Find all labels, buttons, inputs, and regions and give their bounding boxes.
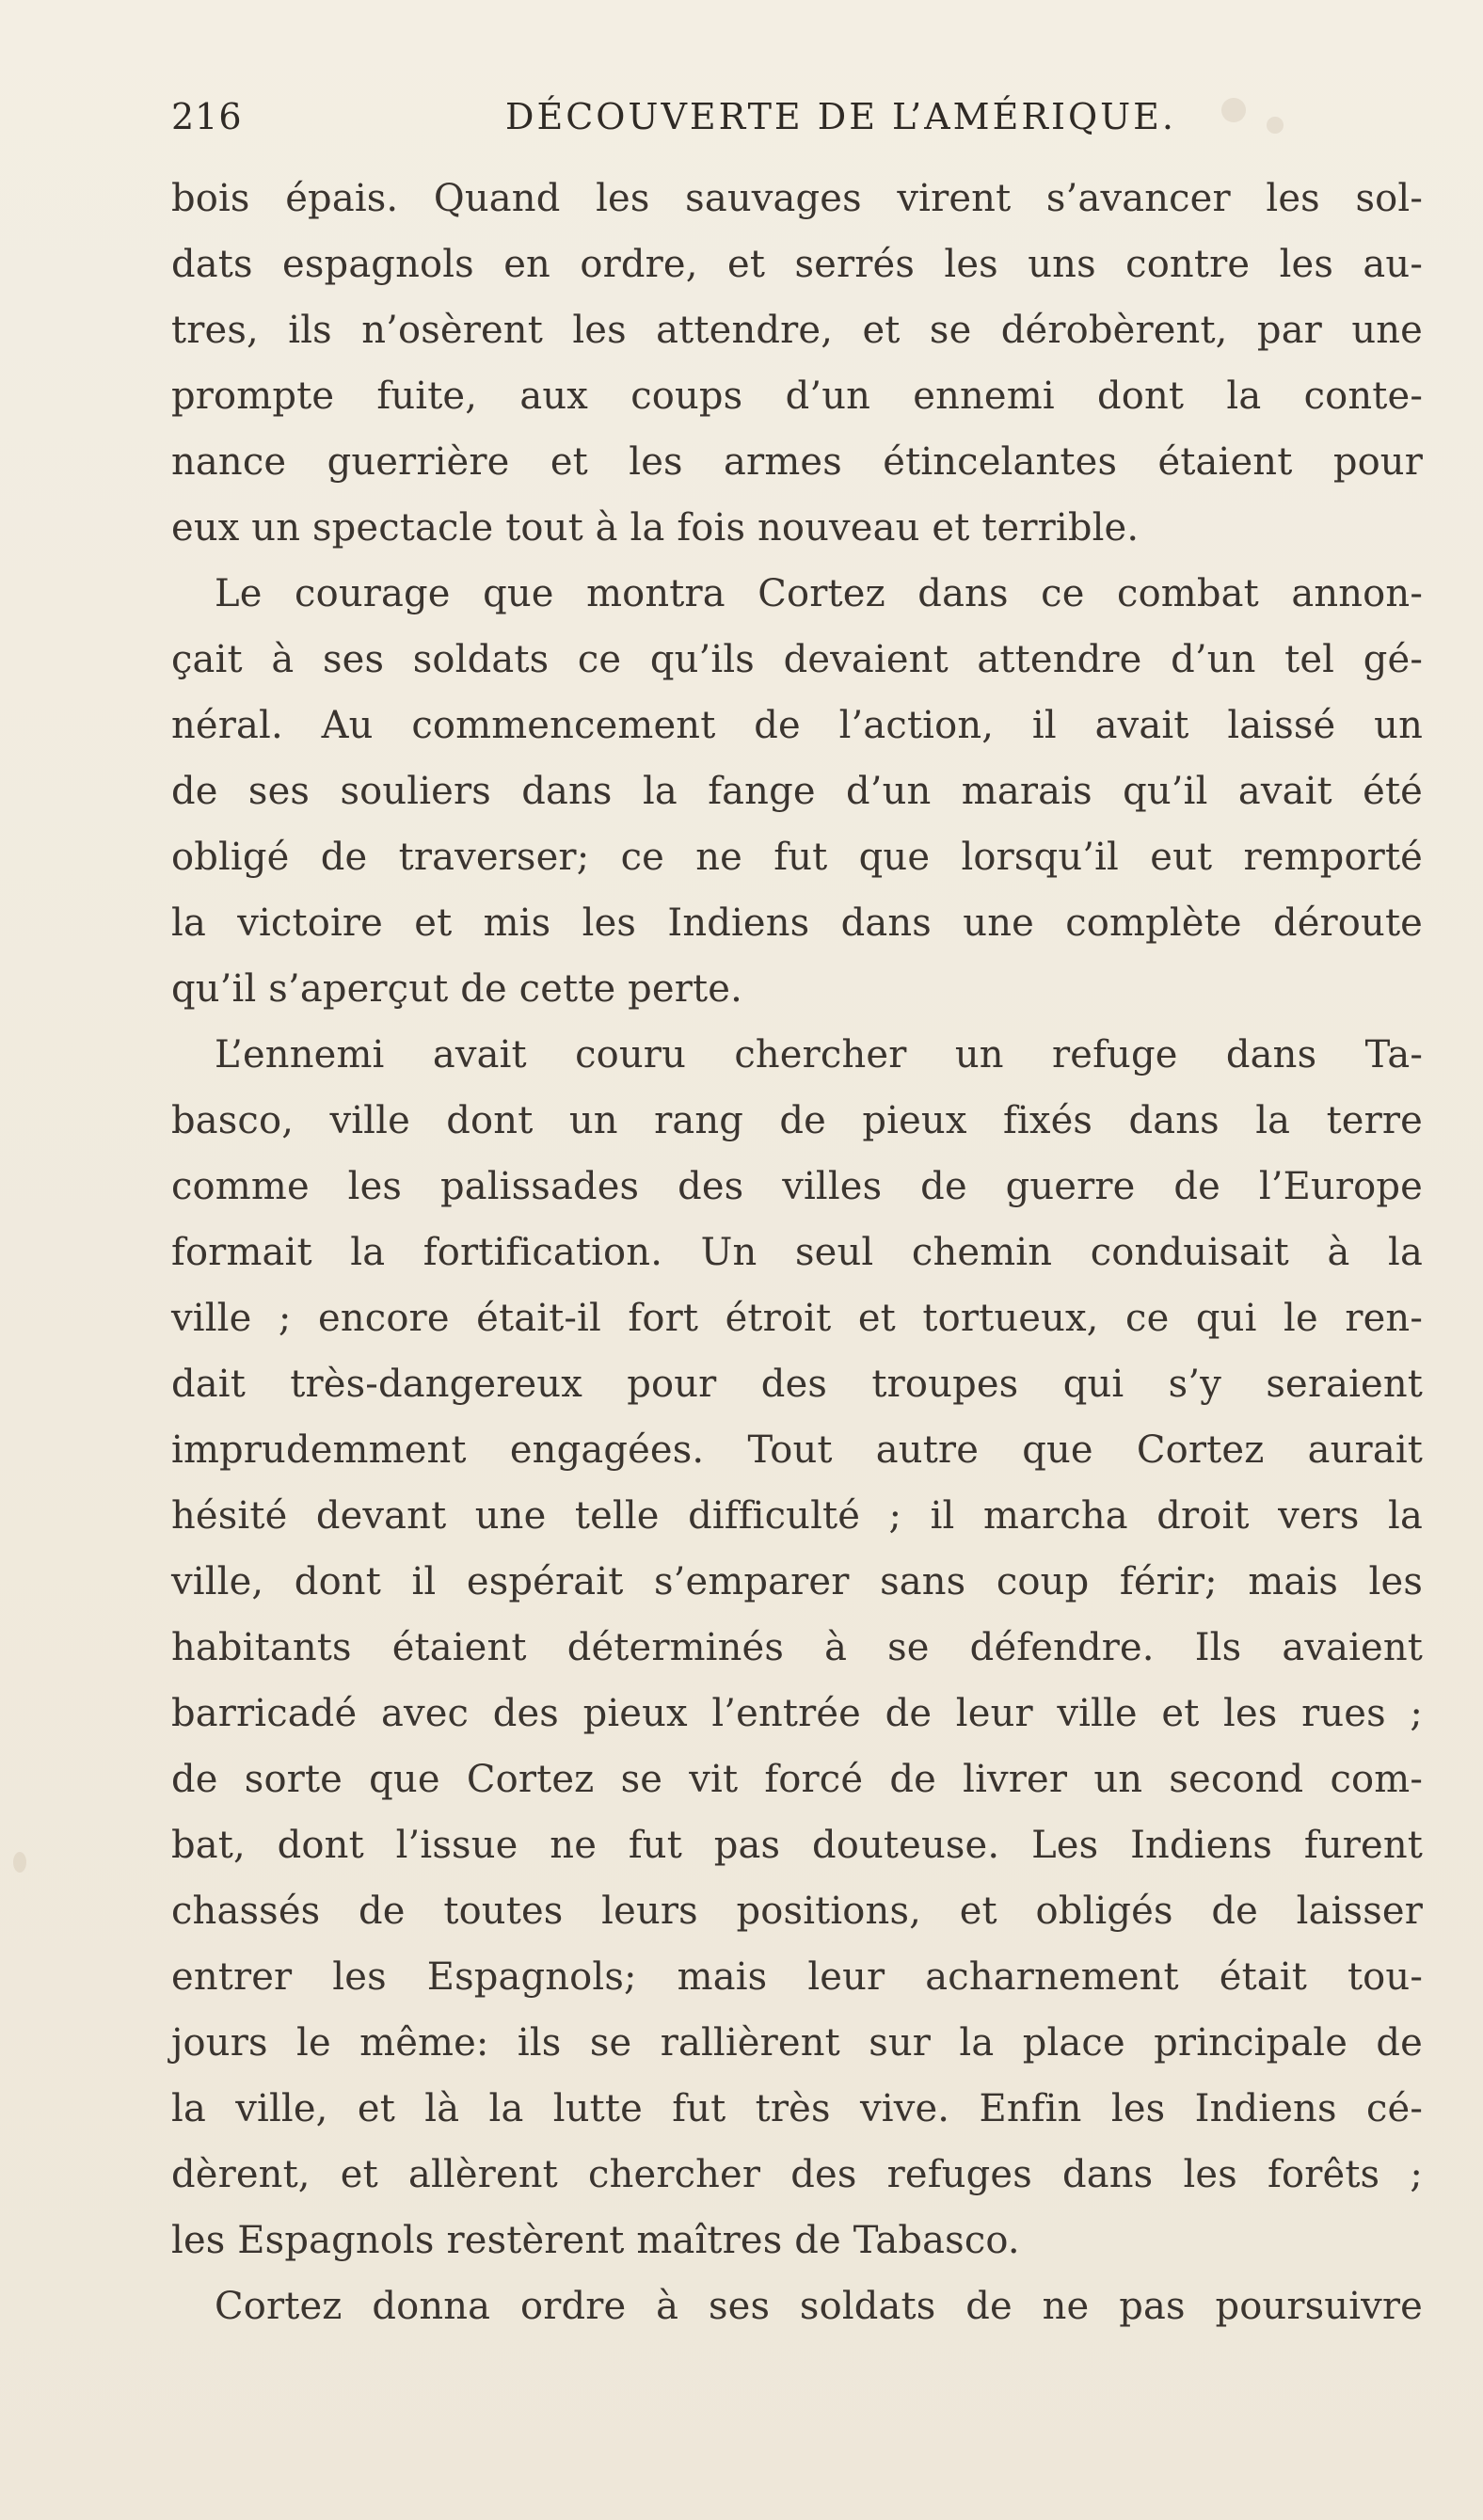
- text-line: imprudemment engagées. Tout autre que Cortez aurait: [171, 1428, 1423, 1472]
- text-line: ville, dont il espérait s’emparer sans coup férir; mais les: [171, 1560, 1423, 1603]
- text-line: chassés de toutes leurs positions, et obligés de laisser: [171, 1890, 1423, 1933]
- text-line: de sorte que Cortez se vit forcé de livrer un second com-: [171, 1758, 1423, 1801]
- text-line: habitants étaient déterminés à se défendre. Ils avaient: [171, 1626, 1423, 1669]
- text-line: prompte fuite, aux coups d’un ennemi dont la conte-: [171, 375, 1423, 418]
- text-line: qu’il s’aperçut de cette perte.: [171, 967, 742, 1011]
- text-line: de ses souliers dans la fange d’un marais qu’il avait été: [171, 770, 1423, 813]
- text-line: hésité devant une telle difficulté ; il marcha droit vers la: [171, 1494, 1423, 1538]
- text-line: les Espagnols restèrent maîtres de Tabasco.: [171, 2219, 1020, 2262]
- text-line: ville ; encore était-il fort étroit et tortueux, ce qui le ren-: [171, 1297, 1423, 1340]
- text-line: dait très-dangereux pour des troupes qui s’y seraient: [171, 1363, 1423, 1406]
- text-line: jours le même: ils se rallièrent sur la place principale de: [171, 2021, 1423, 2065]
- text-line: la ville, et là la lutte fut très vive. Enfin les Indiens cé-: [171, 2087, 1423, 2130]
- text-line: néral. Au commencement de l’action, il avait laissé un: [171, 704, 1423, 747]
- text-line: bois épais. Quand les sauvages virent s’avancer les sol-: [171, 177, 1423, 220]
- text-line: comme les palissades des villes de guerre de l’Europe: [171, 1165, 1423, 1208]
- text-line: bat, dont l’issue ne fut pas douteuse. Les Indiens furent: [171, 1824, 1423, 1867]
- page-number: 216: [171, 96, 243, 137]
- body-text: [171, 166, 1423, 2339]
- text-line: la victoire et mis les Indiens dans une complète déroute: [171, 901, 1423, 945]
- text-line: Cortez donna ordre à ses soldats de ne pas poursuivre: [215, 2285, 1423, 2328]
- text-line: L’ennemi avait couru chercher un refuge dans Ta-: [215, 1033, 1423, 1077]
- text-line: eux un spectacle tout à la fois nouveau et terrible.: [171, 506, 1140, 550]
- text-line: formait la fortification. Un seul chemin conduisait à la: [171, 1231, 1423, 1274]
- text-line: obligé de traverser; ce ne fut que lorsqu’il eut remporté: [171, 836, 1423, 879]
- text-line: dats espagnols en ordre, et serrés les uns contre les au-: [171, 243, 1423, 286]
- text-line: nance guerrière et les armes étincelantes étaient pour: [171, 440, 1423, 484]
- running-title: DÉCOUVERTE DE L’AMÉRIQUE.: [505, 96, 1176, 137]
- paper-stain: [13, 1852, 26, 1873]
- text-line: entrer les Espagnols; mais leur acharnement était tou-: [171, 1955, 1423, 1999]
- text-line: barricadé avec des pieux l’entrée de leur ville et les rues ;: [171, 1692, 1423, 1735]
- text-line: dèrent, et allèrent chercher des refuges dans les forêts ;: [171, 2153, 1423, 2196]
- text-line: Le courage que montra Cortez dans ce combat annon-: [215, 572, 1423, 615]
- text-line: basco, ville dont un rang de pieux fixés dans la terre: [171, 1099, 1423, 1142]
- page-header: [171, 92, 1423, 149]
- text-line: tres, ils n’osèrent les attendre, et se dérobèrent, par une: [171, 309, 1423, 352]
- text-line: çait à ses soldats ce qu’ils devaient attendre d’un tel gé-: [171, 638, 1423, 681]
